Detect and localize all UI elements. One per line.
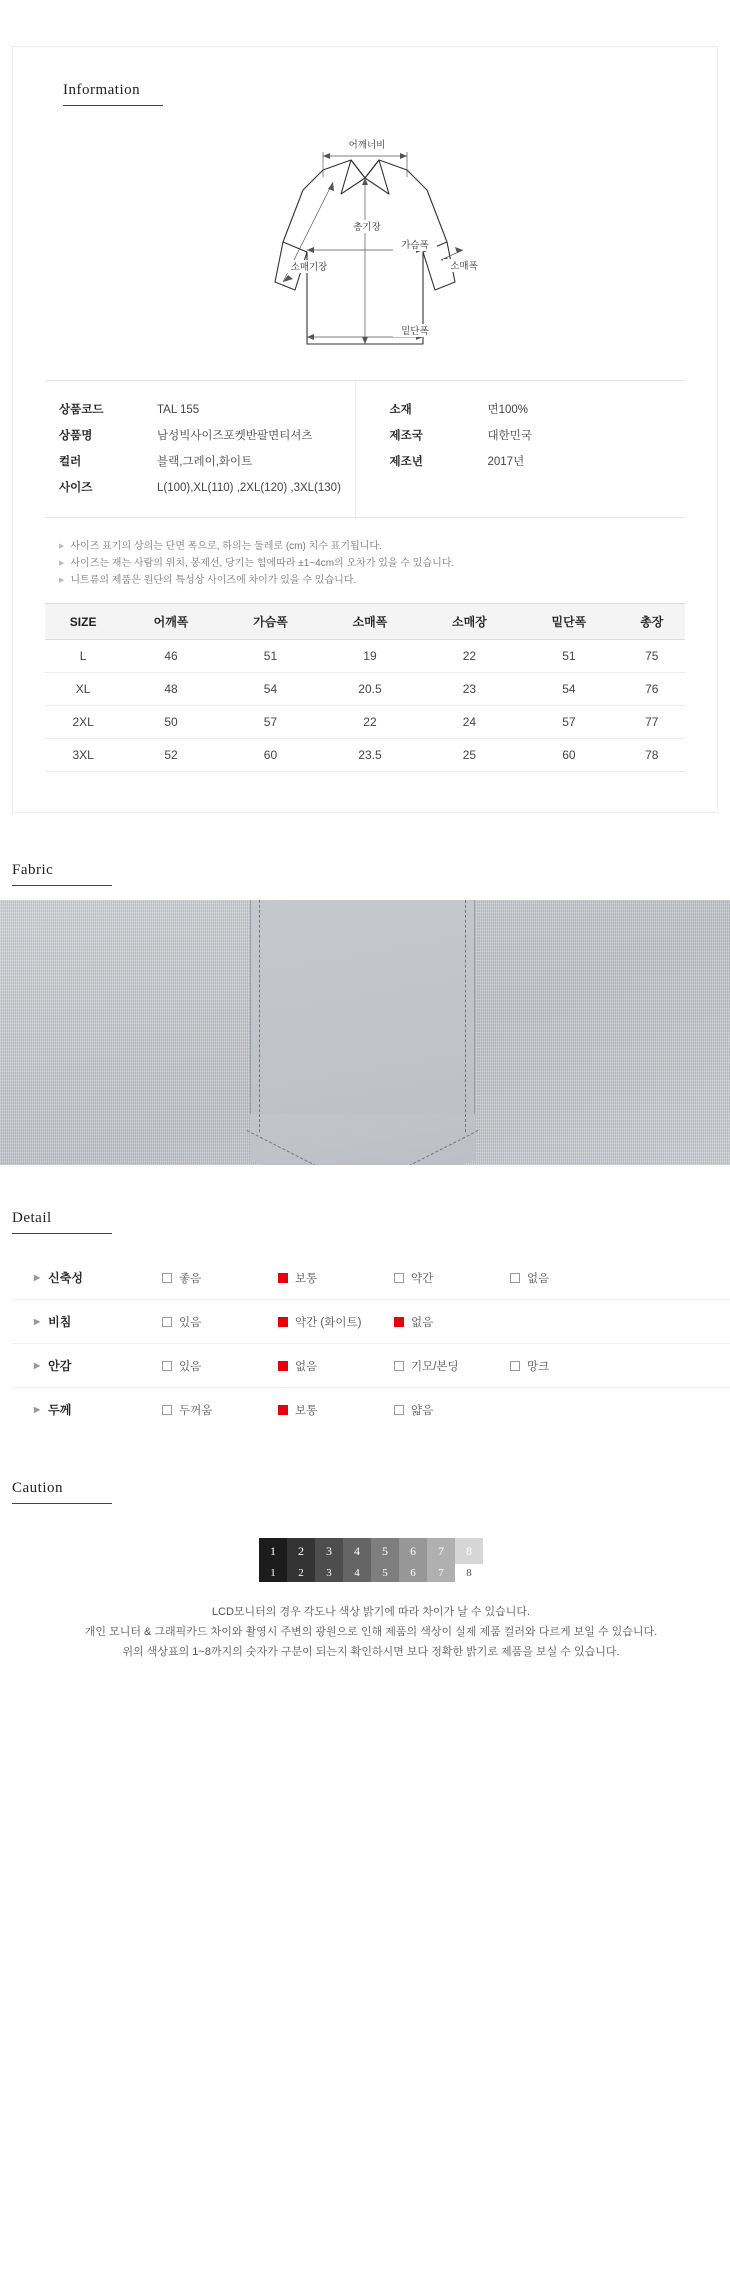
checkbox-icon[interactable] (510, 1273, 520, 1283)
spec-key: 사이즈 (59, 482, 93, 494)
spec-row (390, 397, 686, 423)
caution-text (12, 1602, 730, 1662)
checkbox-icon[interactable] (162, 1405, 172, 1415)
detail-section (0, 1209, 730, 1431)
swatch: 7 (427, 1564, 455, 1582)
checkbox-icon-checked[interactable] (394, 1317, 404, 1327)
checkbox-icon-checked[interactable] (278, 1361, 288, 1371)
detail-option-label: 약간 (411, 1272, 434, 1285)
size-cell: 20.5 (320, 673, 419, 706)
swatch-row-bottom (259, 1564, 483, 1582)
size-cell: 25 (420, 739, 519, 772)
triangle-icon: ▶ (59, 543, 65, 550)
size-table-header: 어깨폭 (121, 604, 220, 640)
detail-row-label: 신축성 (48, 1271, 83, 1285)
detail-options (162, 1314, 730, 1330)
checkbox-icon[interactable] (510, 1361, 520, 1371)
detail-option-label: 없음 (411, 1316, 434, 1329)
checkbox-icon-checked[interactable] (278, 1405, 288, 1415)
size-table-header: 소매폭 (320, 604, 419, 640)
swatch: 7 (427, 1538, 455, 1564)
detail-row-transparency (12, 1299, 730, 1343)
spec-key: 제조년 (389, 456, 423, 468)
size-cell: 19 (320, 640, 419, 673)
spec-row (59, 475, 355, 501)
size-table-header-row (45, 604, 685, 640)
color-chart-swatches (259, 1538, 483, 1582)
size-table-header: 밑단폭 (519, 604, 618, 640)
spec-row (390, 449, 686, 475)
swatch: 8 (455, 1538, 483, 1564)
size-cell: 48 (121, 673, 220, 706)
checkbox-icon[interactable] (162, 1361, 172, 1371)
detail-row-label-wrap (12, 1269, 162, 1286)
checkbox-icon[interactable] (394, 1273, 404, 1283)
size-cell: 60 (221, 739, 320, 772)
swatch: 5 (371, 1538, 399, 1564)
size-cell: 57 (221, 706, 320, 739)
size-cell: XL (45, 673, 121, 706)
table-row (45, 739, 685, 772)
detail-option[interactable] (394, 1314, 510, 1330)
detail-option-label: 보통 (295, 1272, 318, 1285)
size-notes (45, 538, 685, 589)
size-cell: 46 (121, 640, 220, 673)
pocket-stitching-bottom (259, 1130, 466, 1165)
size-cell: 60 (519, 739, 618, 772)
spec-value: 대한민국 (487, 430, 532, 442)
detail-row-label-wrap (12, 1357, 162, 1374)
detail-option-label: 기모/본딩 (411, 1360, 459, 1373)
label-sleeve-width: 소매폭 (450, 261, 478, 272)
detail-option[interactable] (394, 1270, 510, 1286)
swatch-row-top (259, 1538, 483, 1564)
triangle-icon: ▶ (34, 1405, 41, 1414)
size-table-header: 총장 (619, 604, 685, 640)
spec-key: 상품명 (59, 430, 93, 442)
triangle-icon: ▶ (34, 1273, 41, 1282)
detail-option-label: 좋음 (179, 1272, 202, 1285)
detail-option-label: 얇음 (411, 1404, 434, 1417)
information-card (12, 46, 718, 813)
spec-column-left (45, 381, 355, 517)
detail-row-label: 비침 (48, 1315, 72, 1329)
note-item (59, 555, 685, 572)
caution-section (0, 1479, 730, 1732)
detail-row-label: 안감 (48, 1359, 72, 1373)
swatch: 1 (259, 1538, 287, 1564)
detail-option[interactable] (394, 1358, 510, 1374)
note-text: 사이즈 표기의 상의는 단면 폭으로, 하의는 둘레로 (cm) 치수 표기됩니다. (70, 541, 382, 552)
detail-option[interactable] (278, 1402, 394, 1418)
spec-row (59, 423, 355, 449)
detail-row-thickness (12, 1387, 730, 1431)
size-cell: 77 (619, 706, 685, 739)
size-cell: 76 (619, 673, 685, 706)
detail-option-label: 없음 (527, 1272, 550, 1285)
size-table-header: 가슴폭 (221, 604, 320, 640)
spec-value: TAL 155 (157, 404, 200, 416)
size-cell: 78 (619, 739, 685, 772)
checkbox-icon[interactable] (162, 1317, 172, 1327)
detail-row-label: 두께 (48, 1403, 72, 1417)
detail-options (162, 1270, 730, 1286)
caution-line: LCD모니터의 경우 각도나 색상 밝기에 따라 차이가 날 수 있습니다. (211, 1606, 531, 1618)
label-sleeve-length: 소매기장 (290, 262, 328, 273)
triangle-icon: ▶ (59, 577, 65, 584)
measurement-diagram (45, 132, 685, 362)
swatch: 8 (455, 1564, 483, 1582)
detail-option-label: 두꺼움 (179, 1404, 213, 1417)
size-cell: 51 (519, 640, 618, 673)
label-shoulder: 어깨너비 (348, 140, 386, 151)
swatch: 4 (343, 1538, 371, 1564)
detail-option[interactable] (162, 1358, 278, 1374)
information-heading: Information (63, 82, 163, 106)
spec-key: 컬러 (59, 456, 82, 468)
spec-row (59, 449, 355, 475)
swatch: 3 (315, 1564, 343, 1582)
swatch: 6 (399, 1564, 427, 1582)
size-cell: 22 (420, 640, 519, 673)
detail-row-label-wrap (12, 1401, 162, 1418)
detail-row-lining (12, 1343, 730, 1387)
detail-option-label: 있음 (179, 1360, 202, 1373)
note-item (59, 572, 685, 589)
size-cell: L (45, 640, 121, 673)
size-cell: 2XL (45, 706, 121, 739)
spec-value: 면100% (487, 404, 529, 416)
label-total-length: 총기장 (353, 222, 381, 233)
swatch: 2 (287, 1564, 315, 1582)
table-row (45, 673, 685, 706)
detail-option-label: 망크 (527, 1360, 550, 1373)
detail-option[interactable] (162, 1402, 278, 1418)
color-chart (12, 1538, 730, 1582)
detail-rows (12, 1256, 730, 1431)
checkbox-icon[interactable] (162, 1273, 172, 1283)
detail-row-label-wrap (12, 1313, 162, 1330)
fabric-heading: Fabric (12, 862, 112, 886)
detail-option[interactable] (510, 1358, 626, 1374)
size-cell: 54 (519, 673, 618, 706)
size-cell: 3XL (45, 739, 121, 772)
note-item (59, 538, 685, 555)
caution-heading: Caution (12, 1480, 112, 1504)
caution-line: 위의 색상표의 1~8까지의 숫자가 구분이 되는지 확인하시면 보다 정확한 밝기로 제품을 보실 수 있습니다. (122, 1646, 620, 1658)
size-table-header: SIZE (45, 604, 121, 640)
detail-option-label: 있음 (179, 1316, 202, 1329)
detail-heading: Detail (12, 1210, 112, 1234)
caution-line: 개인 모니터 & 그래픽카드 차이와 촬영시 주변의 광원으로 인해 제품의 색상이 실제 제품 컬러와 다르게 보일 수 있습니다. (84, 1626, 658, 1638)
spec-key: 소재 (389, 404, 412, 416)
swatch: 1 (259, 1564, 287, 1582)
size-cell: 50 (121, 706, 220, 739)
size-cell: 24 (420, 706, 519, 739)
label-hem: 밑단폭 (401, 326, 429, 337)
size-cell: 23.5 (320, 739, 419, 772)
size-table (45, 603, 685, 772)
detail-option[interactable] (162, 1314, 278, 1330)
swatch: 5 (371, 1564, 399, 1582)
size-cell: 75 (619, 640, 685, 673)
note-text: 사이즈는 재는 사람의 위치, 봉제선, 당기는 힘에따라 ±1~4cm의 오차가 있을 수 있습니다. (70, 558, 455, 569)
triangle-icon: ▶ (34, 1361, 41, 1370)
spec-table (45, 380, 685, 518)
size-cell: 23 (420, 673, 519, 706)
table-row (45, 706, 685, 739)
note-text: 니트류의 제품은 원단의 특성상 사이즈에 차이가 있을 수 있습니다. (70, 575, 357, 586)
spec-value: 블랙,그레이,화이트 (157, 456, 253, 468)
fabric-section (0, 861, 730, 1165)
label-chest: 가슴폭 (401, 240, 429, 251)
detail-options (162, 1358, 730, 1374)
spec-value: L(100),XL(110) ,2XL(120) ,3XL(130) (157, 482, 341, 494)
detail-option-label: 없음 (295, 1360, 318, 1373)
checkbox-icon-checked[interactable] (278, 1317, 288, 1327)
size-cell: 51 (221, 640, 320, 673)
spec-value: 남성빅사이즈포켓반팔면티셔츠 (157, 430, 313, 442)
detail-option[interactable] (394, 1402, 510, 1418)
size-cell: 57 (519, 706, 618, 739)
detail-option-label: 약간 (화이트) (295, 1316, 362, 1329)
spec-row (59, 397, 355, 423)
size-cell: 54 (221, 673, 320, 706)
detail-option-label: 보통 (295, 1404, 318, 1417)
triangle-icon: ▶ (59, 560, 65, 567)
detail-option[interactable] (162, 1270, 278, 1286)
detail-option[interactable] (278, 1270, 394, 1286)
pocket-stitching (259, 900, 466, 1132)
spec-value: 2017년 (487, 456, 525, 468)
detail-row-stretch (12, 1256, 730, 1299)
detail-options (162, 1402, 730, 1418)
detail-option[interactable] (278, 1314, 394, 1330)
detail-option[interactable] (278, 1358, 394, 1374)
information-heading-wrap (63, 81, 685, 106)
checkbox-icon-checked[interactable] (278, 1273, 288, 1283)
spec-key: 제조국 (389, 430, 423, 442)
triangle-icon: ▶ (34, 1317, 41, 1326)
checkbox-icon[interactable] (394, 1405, 404, 1415)
size-table-header: 소매장 (420, 604, 519, 640)
size-cell: 22 (320, 706, 419, 739)
shirt-diagram-svg (155, 132, 575, 362)
swatch: 3 (315, 1538, 343, 1564)
size-cell: 52 (121, 739, 220, 772)
swatch: 4 (343, 1564, 371, 1582)
detail-option[interactable] (510, 1270, 626, 1286)
fabric-photo (0, 900, 730, 1165)
swatch: 6 (399, 1538, 427, 1564)
table-row (45, 640, 685, 673)
swatch: 2 (287, 1538, 315, 1564)
spec-key: 상품코드 (59, 404, 104, 416)
checkbox-icon[interactable] (394, 1361, 404, 1371)
spec-column-right (355, 381, 686, 517)
spec-row (390, 423, 686, 449)
